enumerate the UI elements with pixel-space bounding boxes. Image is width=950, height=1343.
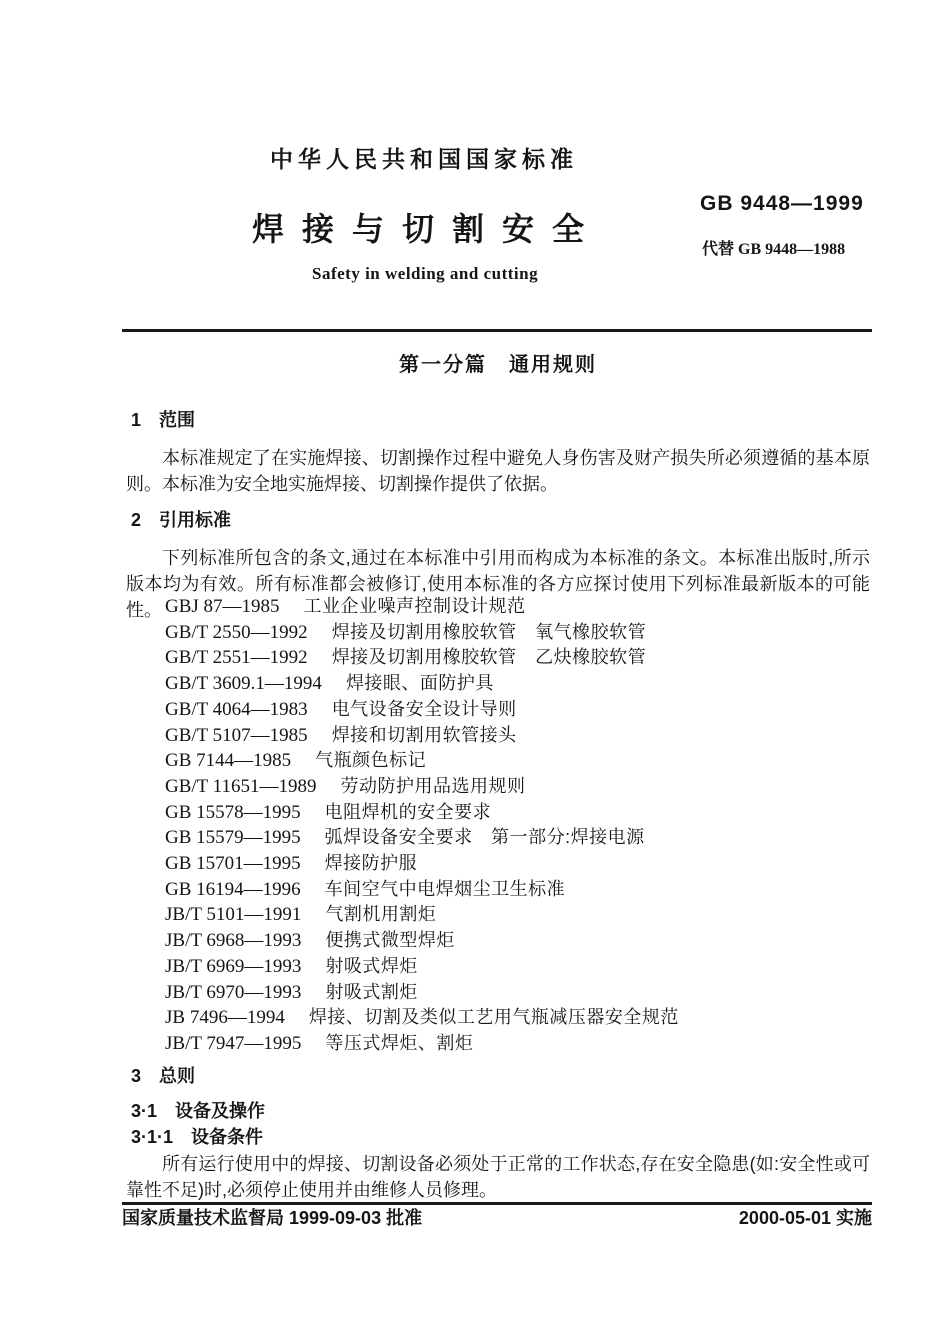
reference-title: 焊接和切割用软管接头 (331, 724, 517, 745)
reference-row (165, 954, 870, 980)
reference-row (165, 800, 870, 826)
reference-row (165, 671, 870, 697)
reference-code: GB/T 2550—1992 (165, 621, 308, 643)
reference-code: JB 7496—1994 (165, 1007, 285, 1029)
reference-code: GB 15701—1995 (165, 853, 301, 875)
document-title-cn: 焊接与切割安全 (252, 211, 603, 247)
reference-row (165, 645, 870, 671)
reference-row (165, 697, 870, 723)
footer-rule (122, 1202, 872, 1205)
reference-code: GB 16194—1996 (165, 878, 301, 900)
reference-row (165, 723, 870, 749)
section-3-heading: 3 总则 (131, 1066, 196, 1086)
reference-code: GB/T 2551—1992 (165, 647, 308, 669)
reference-code: JB/T 6970—1993 (165, 981, 302, 1003)
reference-row (165, 1005, 870, 1031)
reference-row (165, 928, 870, 954)
reference-title: 焊接防护服 (324, 853, 418, 874)
reference-title: 车间空气中电焊烟尘卫生标准 (324, 878, 566, 899)
reference-row (165, 980, 870, 1006)
section-2-heading: 2 引用标准 (131, 510, 232, 530)
reference-code: JB/T 5101—1991 (165, 904, 302, 926)
reference-title: 射吸式割炬 (325, 981, 418, 1002)
reference-row (165, 902, 870, 928)
replaces-note: 代替 GB 9448—1988 (702, 241, 846, 258)
reference-row (165, 825, 870, 851)
standard-code: GB 9448—1999 (700, 192, 864, 215)
reference-title: 焊接及切割用橡胶软管 氧气橡胶软管 (331, 621, 647, 642)
reference-title: 等压式焊炬、割炬 (325, 1032, 474, 1053)
reference-row (165, 774, 870, 800)
reference-title: 焊接、切割及类似工艺用气瓶减压器安全规范 (308, 1007, 679, 1028)
reference-title: 劳动防护用品选用规则 (340, 775, 526, 796)
reference-row (165, 748, 870, 774)
reference-title: 气割机用割炬 (325, 904, 437, 925)
reference-row (165, 1031, 870, 1057)
reference-code: GB/T 3609.1—1994 (165, 673, 322, 695)
reference-title: 电阻焊机的安全要求 (324, 801, 492, 822)
reference-code: GB 15578—1995 (165, 801, 301, 823)
document-title-en: Safety in welding and cutting (312, 264, 539, 283)
reference-title: 射吸式焊炬 (325, 955, 418, 976)
reference-row (165, 877, 870, 903)
reference-code: GBJ 87—1985 (165, 596, 280, 617)
reference-row (165, 594, 870, 620)
reference-row (165, 620, 870, 646)
reference-code: JB/T 6968—1993 (165, 930, 302, 952)
reference-code: GB/T 5107—1985 (165, 724, 308, 746)
reference-title: 气瓶颜色标记 (315, 750, 427, 771)
references-intro: 下列标准所包含的条文,通过在本标准中引用而构成为本标准的条文。本标准出版时,所示版本均为有效。所有标准都会被修订,使用本标准的各方应探讨使用下列标准最新版本的可能性。 (126, 548, 870, 620)
reference-title: 电气设备安全设计导则 (331, 698, 517, 719)
reference-title: 弧焊设备安全要求 第一部分:焊接电源 (324, 827, 645, 848)
general-rules-paragraph: 所有运行使用中的焊接、切割设备必须处于正常的工作状态,存在安全隐患(如:安全性或可靠性不足)时,必须停止使用并由维修人员修理。 (126, 1154, 870, 1200)
reference-row (165, 851, 870, 877)
scope-paragraph-2: 本标准为安全地实施焊接、切割操作提供了依据。 (162, 474, 558, 494)
reference-code: GB 7144—1985 (165, 750, 292, 772)
reference-title: 焊接及切割用橡胶软管 乙炔橡胶软管 (331, 647, 647, 668)
reference-code: GB/T 4064—1983 (165, 698, 308, 720)
reference-title: 焊接眼、面防护具 (345, 673, 494, 694)
header-rule (122, 329, 872, 332)
reference-code: JB/T 6969—1993 (165, 955, 302, 977)
reference-code: JB/T 7947—1995 (165, 1032, 302, 1054)
standard-class-label: 中华人民共和国国家标准 (270, 146, 578, 172)
implementation-text: 2000-05-01 实施 (738, 1208, 872, 1228)
references-list (165, 594, 870, 1057)
reference-code: GB 15579—1995 (165, 827, 301, 849)
footer (122, 1208, 872, 1229)
section-1-heading: 1 范围 (131, 410, 196, 430)
reference-title: 便携式微型焊炬 (325, 930, 455, 951)
reference-code: GB/T 11651—1989 (165, 775, 317, 797)
subsection-3-1-heading: 3·1 设备及操作 (131, 1101, 266, 1121)
reference-title: 工业企业噪声控制设计规范 (303, 596, 526, 616)
subsection-3-1-1-heading: 3·1·1 设备条件 (131, 1127, 264, 1147)
scope-paragraph-1: 本标准规定了在实施焊接、切割操作过程中避免人身伤害及财产损失所必须遵循的基本原则。 (126, 448, 870, 494)
part-title: 第一分篇 通用规则 (399, 354, 597, 376)
approval-text: 国家质量技术监督局 1999-09-03 批准 (122, 1208, 423, 1228)
